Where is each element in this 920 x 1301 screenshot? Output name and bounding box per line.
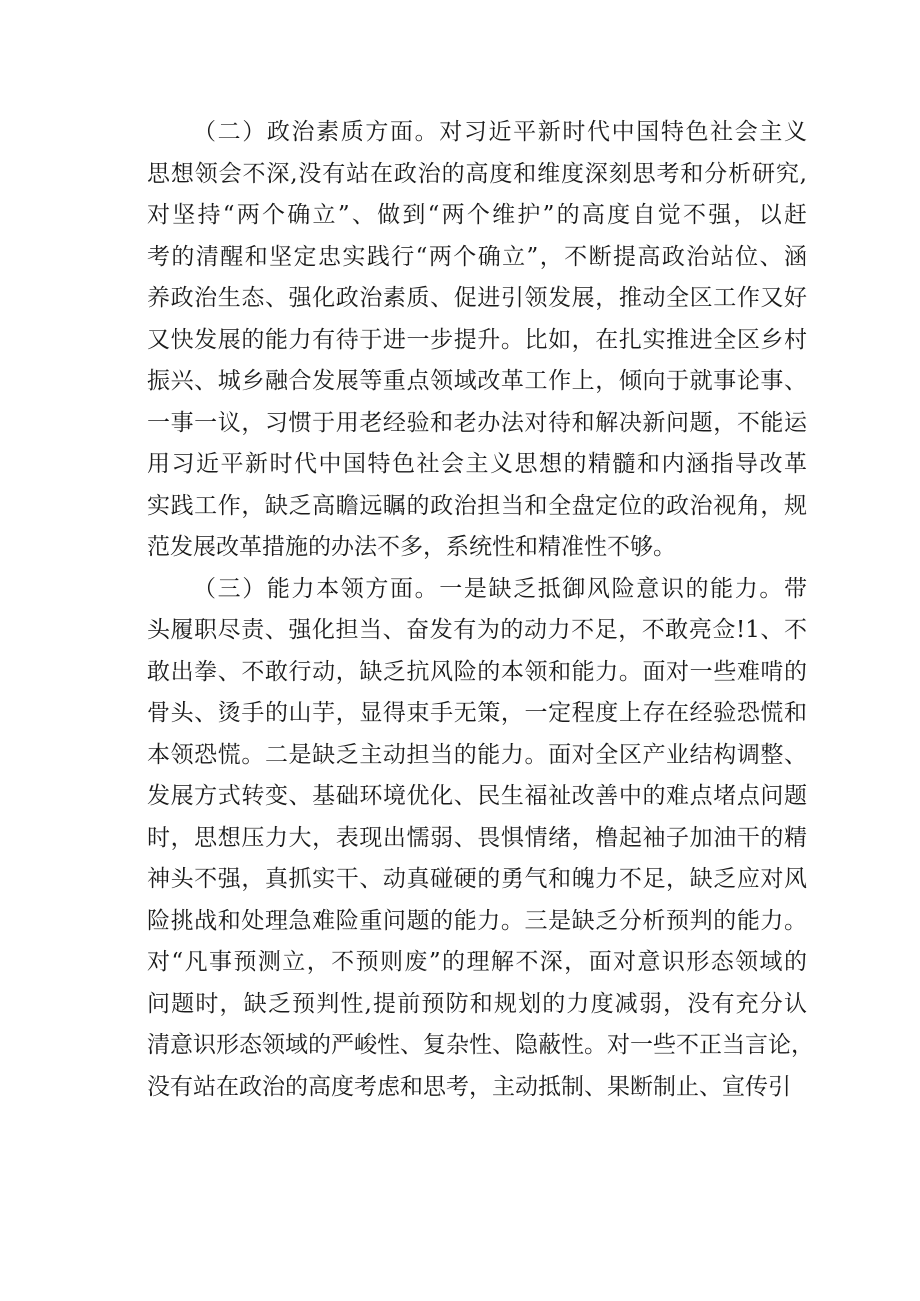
text-line: 对坚持“两个确立”、做到“两个维护”的高度自觉不强，以赶 bbox=[147, 202, 807, 228]
document-body bbox=[147, 112, 814, 1108]
text-line: 头履职尽责、强化担当、奋发有为的动力不足，不敢亮佥!1、不 bbox=[147, 617, 807, 643]
paragraph-political-quality bbox=[147, 112, 807, 569]
text-line: 本领恐慌。二是缺乏主动担当的能力。面对全区产业结构调整、 bbox=[147, 741, 807, 768]
text-line: 养政治生态、强化政治素质、促进引领发展，推动全区工作又好 bbox=[147, 285, 807, 311]
text-line: 考的清醒和坚定忠实践行“两个确立”，不断提高政治站位、涵 bbox=[147, 243, 807, 270]
text-line: 振兴、城乡融合发展等重点领域改革工作上，倾向于就事论事、 bbox=[147, 368, 807, 394]
text-line: 发展方式转变、基础环境优化、民生福祉改善中的难点堵点问题 bbox=[147, 783, 807, 809]
text-line: 清意识形态领域的严峻性、复杂性、隐蔽性。对一些不正当言论， bbox=[147, 1032, 814, 1058]
text-line: 骨头、烫手的山芋，显得束手无策，一定程度上存在经验恐慌和 bbox=[147, 700, 807, 726]
text-line: 险挑战和处理急难险重问题的能力。三是缺乏分析预判的能力。 bbox=[147, 907, 807, 934]
text-line: 没有站在政治的高度考虑和思考，主动抵制、果断制止、宣传引 bbox=[147, 1073, 791, 1100]
text-line: 范发展改革措施的办法不多，系统性和精准性不够。 bbox=[147, 534, 676, 560]
text-line: （三）能力本领方面。一是缺乏抵御风险意识的能力。带 bbox=[193, 575, 807, 602]
text-line: 一事一议，习惯于用老经验和老办法对待和解决新问题，不能运 bbox=[147, 409, 807, 436]
text-line: 实践工作，缺乏高瞻远瞩的政治担当和全盘定位的政治视角，规 bbox=[147, 492, 807, 519]
text-line: 神头不强，真抓实干、动真碰硬的勇气和魄力不足，缺乏应对风 bbox=[147, 866, 807, 892]
text-line: 时，思想压力大，表现出懦弱、畏惧情绪，橹起袖子加油干的精 bbox=[147, 824, 807, 851]
text-line: 又快发展的能力有待于进一步提升。比如，在扎实推进全区乡村 bbox=[147, 326, 807, 353]
paragraph-ability-skills bbox=[147, 569, 814, 1109]
text-line: （二）政治素质方面。对习近平新时代中国特色社会主义 bbox=[193, 119, 807, 145]
text-line: 对“凡事预测立，不预则废”的理解不深，面对意识形态领域的 bbox=[147, 949, 807, 975]
text-line: 问题时，缺乏预判性,提前预防和规划的力度减弱，没有充分认 bbox=[147, 990, 807, 1017]
text-line: 思想领会不深,没有站在政治的高度和维度深刻思考和分析研究, bbox=[147, 160, 807, 187]
text-line: 用习近平新时代中国特色社会主义思想的精髓和内涵指导改革 bbox=[147, 451, 807, 477]
text-line: 敢出拳、不敢行动，缺乏抗风险的本领和能力。面对一些难啃的 bbox=[147, 658, 807, 685]
